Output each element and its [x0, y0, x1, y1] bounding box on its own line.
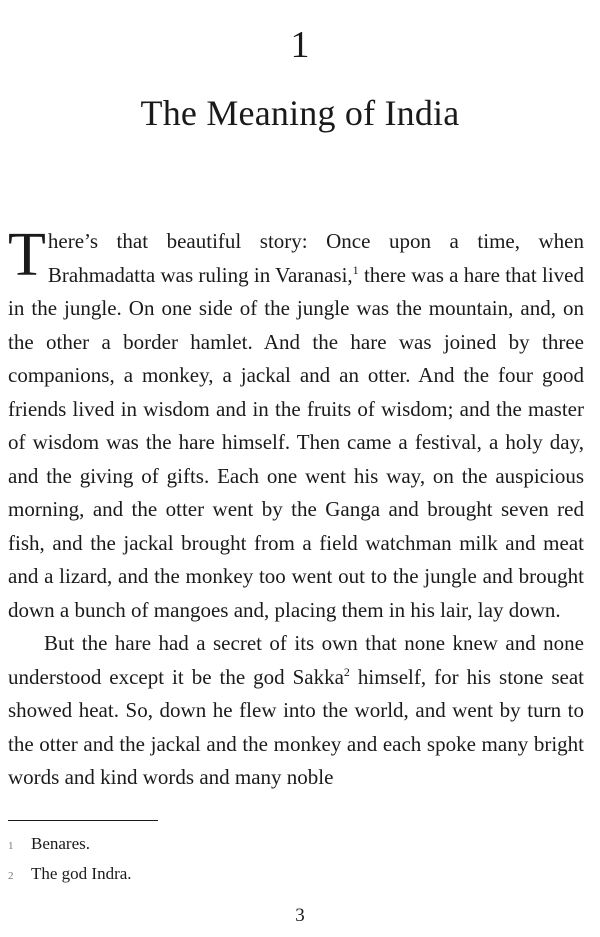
footnotes [8, 830, 408, 890]
page-number: 3 [295, 905, 305, 926]
footnote-marker: 2 [8, 870, 14, 882]
drop-cap: T [8, 221, 46, 289]
footnote-marker: 1 [8, 840, 14, 852]
footnote-1 [8, 830, 408, 860]
footnote-reference-1: 1 [352, 262, 359, 277]
chapter-title: The Meaning of India [140, 93, 460, 133]
paragraph-1 [8, 221, 584, 627]
footnote-text: Benares. [31, 834, 91, 853]
footnote-text: The god Indra. [31, 864, 132, 883]
body-text [8, 221, 584, 795]
paragraph-2-text-a: But the hare had a secret of its own that none knew and none understood except it be the god Sakka [8, 631, 584, 689]
paragraph-1-text-a: here’s that beautiful story: Once upon a time, when Brahmadatta was ruling in Varanasi, [47, 229, 584, 287]
paragraph-2-text-b: himself, for his stone seat showed heat. So, down he flew into the world, and went by turn to the otter and the jackal and the monkey and each spoke many bright words and kind words and many noble [8, 664, 584, 789]
footnote-divider [8, 820, 158, 821]
paragraph-1-text-b: there was a hare that lived in the jungle. On one side of the jungle was the mountain, and, on the other a border hamlet. And the hare was joined by three companions, a monkey, a jackal and an otter. And the four good friends lived in wisdom and in the fruits of wisdom; and the master of wisdom was the hare himself. Then came a festival, a holy day, and the giving of gifts. Each one went his way, on the auspicious morning, and the otter went by the Ganga and brought seven red fish, and the jackal brought from a field watchman milk and meat and a lizard, and the monkey too went out to the jungle and brought down a bunch of mangoes and, placing them in his lair, lay down. [8, 262, 584, 622]
footnote-reference-2: 2 [343, 664, 350, 679]
paragraph-2 [8, 627, 584, 795]
footnote-2 [8, 860, 408, 890]
chapter-number: 1 [290, 24, 310, 66]
